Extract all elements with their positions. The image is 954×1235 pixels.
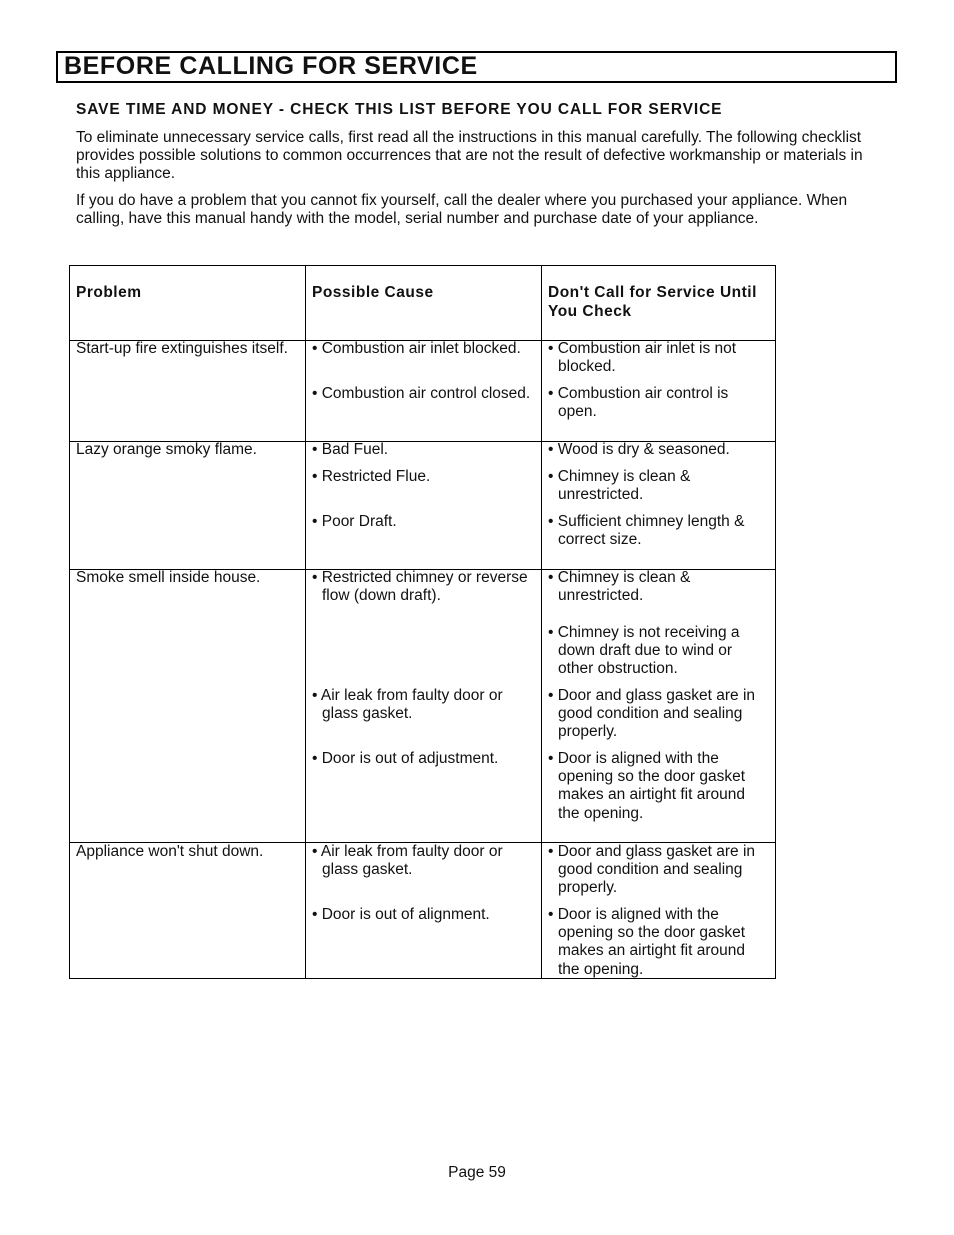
- section-subheading: SAVE TIME AND MONEY - CHECK THIS LIST BEFORE YOU CALL FOR SERVICE: [76, 101, 723, 118]
- problem-cell: Start-up fire extinguishes itself.: [76, 340, 288, 357]
- dealer-paragraph: If you do have a problem that you cannot fix yourself, call the dealer where you purchased your appliance. When calling, have this manual handy with the model, serial number and purchase date of your appliance.: [76, 192, 848, 228]
- check-item: • Door is aligned with the opening so the door gasket makes an airtight fit around the opening.: [548, 750, 745, 822]
- column-divider: [541, 266, 542, 978]
- check-item: • Chimney is clean & unrestricted.: [548, 468, 691, 504]
- cause-item: • Door is out of alignment.: [312, 906, 490, 923]
- header-problem: Problem: [76, 284, 142, 301]
- check-item: • Combustion air inlet is not blocked.: [548, 340, 737, 376]
- check-item: • Chimney is clean & unrestricted.: [548, 569, 691, 605]
- check-item: • Door and glass gasket are in good condition and sealing properly.: [548, 687, 756, 741]
- page-number: Page 59: [448, 1164, 506, 1181]
- cause-item: • Air leak from faulty door or glass gasket.: [312, 687, 503, 723]
- cause-item: • Restricted Flue.: [312, 468, 431, 485]
- problem-cell: Lazy orange smoky flame.: [76, 441, 257, 458]
- page-title-box: [56, 51, 897, 83]
- column-divider: [305, 266, 306, 978]
- check-item: • Sufficient chimney length & correct size.: [548, 513, 745, 549]
- header-dont-call-until-check: Don't Call for Service Until You Check: [548, 284, 757, 320]
- intro-paragraph: To eliminate unnecessary service calls, first read all the instructions in this manual carefully. The following checklist provides possible solutions to common occurrences that are not the result of defective workmanship or materials in this appliance.: [76, 129, 863, 183]
- check-item: • Door and glass gasket are in good condition and sealing properly.: [548, 843, 756, 897]
- cause-item: • Restricted chimney or reverse flow (down draft).: [312, 569, 528, 605]
- cause-item: • Air leak from faulty door or glass gasket.: [312, 843, 503, 879]
- problem-cell: Appliance won't shut down.: [76, 843, 264, 860]
- check-item: • Combustion air control is open.: [548, 385, 729, 421]
- cause-item: • Combustion air control closed.: [312, 385, 531, 402]
- check-item: • Door is aligned with the opening so the door gasket makes an airtight fit around the opening.: [548, 906, 745, 978]
- cause-item: • Bad Fuel.: [312, 441, 389, 458]
- problem-cell: Smoke smell inside house.: [76, 569, 261, 586]
- check-item: • Chimney is not receiving a down draft due to wind or other obstruction.: [548, 624, 740, 678]
- page-title: BEFORE CALLING FOR SERVICE: [64, 52, 478, 80]
- cause-item: • Combustion air inlet blocked.: [312, 340, 521, 357]
- check-item: • Wood is dry & seasoned.: [548, 441, 730, 458]
- cause-item: • Door is out of adjustment.: [312, 750, 499, 767]
- troubleshooting-table: [69, 265, 776, 979]
- header-possible-cause: Possible Cause: [312, 284, 434, 301]
- cause-item: • Poor Draft.: [312, 513, 397, 530]
